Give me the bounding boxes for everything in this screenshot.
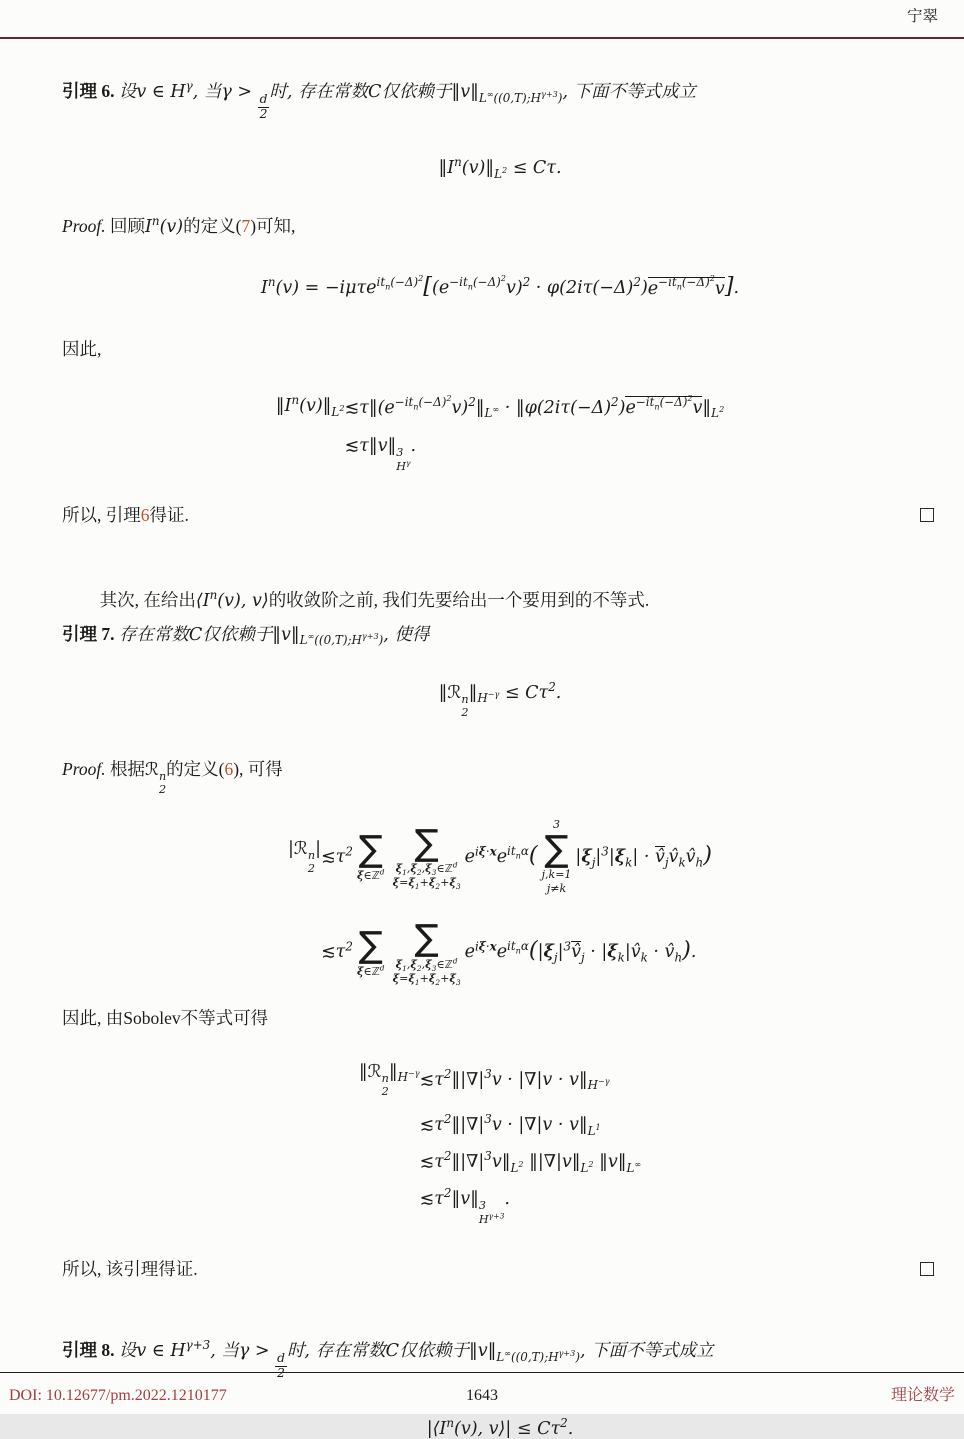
eq-R2n-chain-lhs: ‖ℛ n 2 $‖_{H^{-\gamma}}$ <box>358 1061 420 1098</box>
eq-lemma8-claim: $|⟨I^n(v)$, v⟩| ≤ $C\tau^2$. <box>426 1416 574 1439</box>
lemma-8-statement: 设v ∈ $H^{\gamma+3}$, 当γ > $\frac{d}{2}$ 时, 存在常数C仅依赖于$‖v‖_{L^\infty((0,T);H^{\gamma+3})}$, 下面不等式成立 <box>118 1338 714 1380</box>
proof-6-thus: 因此, <box>62 339 102 360</box>
eq-lemma7-claim: ‖ℛ n 2 $‖_{H^{-\gamma}} \le C\tau^2$. <box>438 679 562 720</box>
proof-6-intro: Proof. 回顾$I^n(v)$的定义(7)可知, <box>62 214 296 238</box>
eq-In-estimate-row1: $≲\tau‖(e^{-it_n(-\Delta)^2}v)^2‖_{L^\infty}$ · $‖\varphi(2i\tau(-\Delta)^2)e^{-it_n(-\Delta)^2}v‖_{L^2}$ <box>344 392 725 420</box>
eq-R2n-chain-row4: $≲\tau^2‖v‖$ 3 $H^{\gamma+3}$ . <box>419 1186 510 1226</box>
qed-box-icon <box>920 1262 934 1276</box>
eq-R2n-chain-row2: $≲\tau^2‖|\nabla|^3v \cdot |\nabla|v$ · $v‖_{L^1}$ <box>419 1112 601 1138</box>
footer-doi-link[interactable]: DOI: 10.12677/pm.2022.1210177 <box>9 1387 227 1404</box>
lemma-6-statement: 设v ∈ $H^\gamma$, 当γ > $\frac{d}{2}$ 时, 存在常数C仅依赖于$‖v‖_{L^\infty((0,T);H^{\gamma+3})}$, 下面不等式成立 <box>118 79 697 121</box>
eq-In-estimate-lhs: $‖I^n(v)‖_{L^2}$ <box>275 393 345 419</box>
eq-In-estimate <box>62 392 938 474</box>
eq-R2n-chain <box>62 1062 938 1227</box>
lemma-7-statement: 存在常数C仅依赖于$‖v‖_{L^\infty((0,T);H^{\gamma+3})}$, 使得 <box>118 624 430 648</box>
header-author: 宁翠 <box>906 8 938 25</box>
lemma-8 <box>62 1337 938 1380</box>
lemma-6 <box>62 78 938 121</box>
eq-R2n-sum-lhs: |ℛ n 2 | <box>288 838 321 876</box>
lemma-6-label: 引理 6. <box>62 81 115 101</box>
proof-6-end-text: 所以, 引理6得证. <box>62 505 189 526</box>
eq-R2n-sum-row1: $≲\tau^2$ ∑ ξ∈ℤ$^d$ ∑ $\xi_1,\xi_2,\xi_3\in ℤ^d$ $\xi=\xi_1+\xi_2+\xi_3$ $e^{i\xi\cdot x}e^{it_n\alpha}$( 3 ∑ j,k=1 j≠k $|\xi_j|^3|\xi_k|$ · $v̂_jv̂_kv̂_h$) <box>321 817 712 896</box>
lemma-8-label: 引理 8. <box>62 1340 115 1361</box>
proof-6-conclusion <box>62 502 938 527</box>
lemma-7-label: 引理 7. <box>62 623 115 644</box>
proof-7-end-text: 所以, 该引理得证. <box>62 1259 198 1280</box>
page-content <box>0 38 964 1439</box>
lemma-7 <box>62 621 938 648</box>
interlude-paragraph: 其次, 在给出$⟨I^n(v)$, v⟩的收敛阶之前, 我们先要给出一个要用到的不等式. <box>99 588 650 612</box>
footer-rule <box>0 1372 964 1373</box>
eq-R2n-chain-row3: $≲\tau^2‖|\nabla|^3v‖_{L^2}$ $‖|\nabla|v‖_{L^2}$ $‖v‖_{L^\infty}$ <box>419 1149 642 1175</box>
eq-R2n-sum-row2: $≲\tau^2$ ∑ ξ∈ℤ$^d$ ∑ $\xi_1,\xi_2,\xi_3\in ℤ^d$ $\xi=\xi_1+\xi_2+\xi_3$ $e^{i\xi\cdot x}e^{it_n\alpha}(|\xi_j|^3v̂_j$ · $|\xi_k|v̂_k$ · $v̂_h$). <box>321 917 697 987</box>
footer-page-number: 1643 <box>466 1387 498 1404</box>
qed-box-icon <box>920 508 934 522</box>
eq-In-definition: $I^n(v) = -i\mu\tau e^{it_n(-\Delta)^2}[(e^{-it_n(-\Delta)^2}v)^2 \cdot \varphi(2i\tau(-\Delta)^2)e^{-it_n(-\Delta)^2}v]$. <box>260 273 740 300</box>
proof-7-conclusion <box>62 1256 938 1281</box>
proof-7-thus: 因此, 由Sobolev不等式可得 <box>62 1008 269 1029</box>
eq-lemma6-claim: $‖I^n(v)‖_{L^2} \le C\tau$. <box>438 155 562 181</box>
page-footer <box>0 1382 964 1405</box>
footer-journal-name: 理论数学 <box>890 1387 955 1404</box>
eq-R2n-sum <box>62 819 938 986</box>
proof-7-intro: Proof. 根据ℛ n 2 的定义(6), 可得 <box>62 758 283 797</box>
eq-In-estimate-row2: ≲τ‖v‖ 3 $H^\gamma$ . <box>344 436 417 473</box>
eq-R2n-chain-row1: $≲\tau^2‖|\nabla|^3v \cdot |\nabla|v$ · $v‖_{H^{-\gamma}}$ <box>419 1067 610 1093</box>
